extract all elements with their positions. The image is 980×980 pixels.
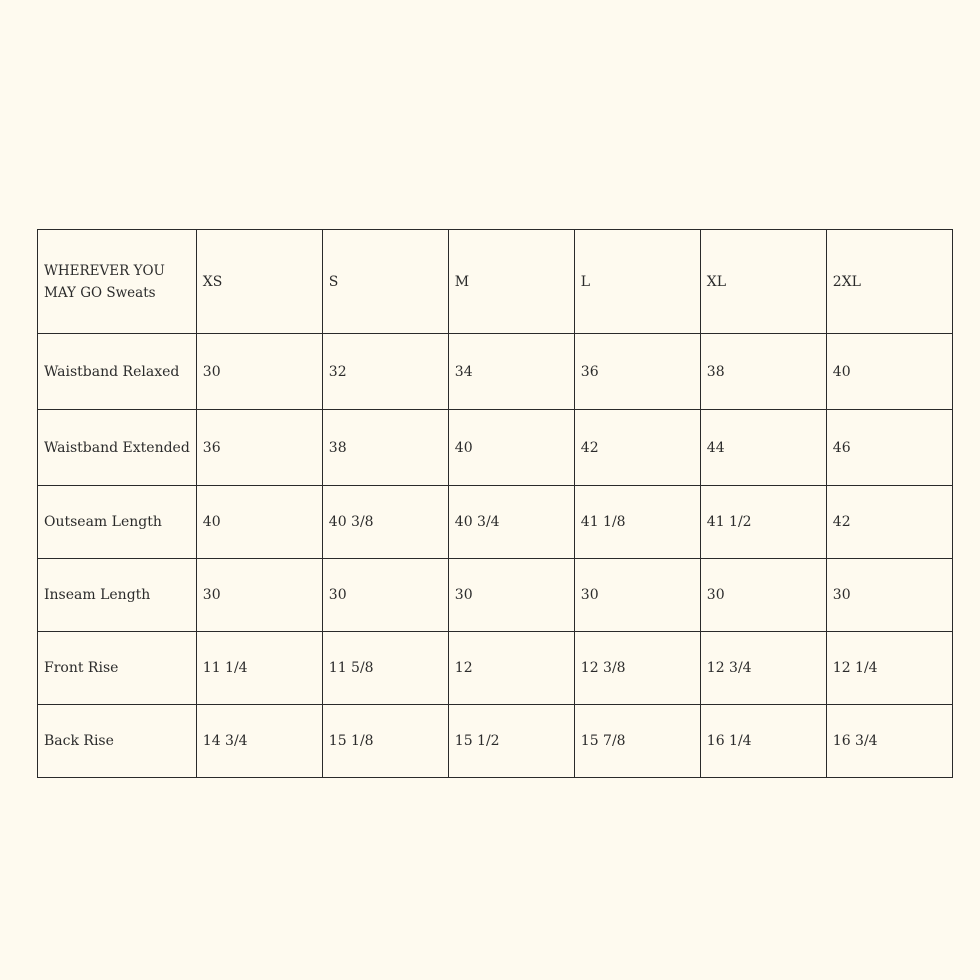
table-cell: 40	[826, 334, 952, 410]
table-header-row	[38, 230, 953, 334]
table-cell: 40	[448, 410, 574, 486]
size-header-xs: XS	[196, 230, 322, 334]
size-header-m: M	[448, 230, 574, 334]
table-cell: 12	[448, 632, 574, 705]
table-row	[38, 632, 953, 705]
table-row	[38, 559, 953, 632]
table-cell: 16 1/4	[700, 705, 826, 778]
table-cell: 15 1/2	[448, 705, 574, 778]
table-cell: 30	[196, 559, 322, 632]
table-cell: 40 3/8	[322, 486, 448, 559]
table-row	[38, 410, 953, 486]
row-label: Front Rise	[38, 632, 197, 705]
row-label: Outseam Length	[38, 486, 197, 559]
table-cell: 30	[196, 334, 322, 410]
size-header-xl: XL	[700, 230, 826, 334]
table-cell: 30	[322, 559, 448, 632]
table-cell: 30	[574, 559, 700, 632]
row-label: Waistband Relaxed	[38, 334, 197, 410]
table-cell: 15 1/8	[322, 705, 448, 778]
table-cell: 16 3/4	[826, 705, 952, 778]
table-row	[38, 486, 953, 559]
table-cell: 12 3/8	[574, 632, 700, 705]
table-cell: 36	[574, 334, 700, 410]
table-cell: 30	[700, 559, 826, 632]
table-cell: 30	[826, 559, 952, 632]
size-chart-table	[37, 229, 953, 778]
table-row	[38, 705, 953, 778]
table-cell: 34	[448, 334, 574, 410]
table-cell: 40 3/4	[448, 486, 574, 559]
table-cell: 11 5/8	[322, 632, 448, 705]
table-title-cell: WHEREVER YOU MAY GO Sweats	[38, 230, 197, 334]
table-cell: 14 3/4	[196, 705, 322, 778]
table-cell: 41 1/2	[700, 486, 826, 559]
table-cell: 32	[322, 334, 448, 410]
table-cell: 38	[700, 334, 826, 410]
table-cell: 15 7/8	[574, 705, 700, 778]
table-cell: 12 3/4	[700, 632, 826, 705]
table-cell: 40	[196, 486, 322, 559]
table-cell: 46	[826, 410, 952, 486]
table-cell: 11 1/4	[196, 632, 322, 705]
table-cell: 44	[700, 410, 826, 486]
size-header-l: L	[574, 230, 700, 334]
table-cell: 42	[826, 486, 952, 559]
table-cell: 36	[196, 410, 322, 486]
row-label: Waistband Extended	[38, 410, 197, 486]
table-cell: 30	[448, 559, 574, 632]
row-label: Back Rise	[38, 705, 197, 778]
table-cell: 12 1/4	[826, 632, 952, 705]
table-cell: 38	[322, 410, 448, 486]
row-label: Inseam Length	[38, 559, 197, 632]
size-header-s: S	[322, 230, 448, 334]
table-cell: 42	[574, 410, 700, 486]
table-cell: 41 1/8	[574, 486, 700, 559]
size-header-2xl: 2XL	[826, 230, 952, 334]
table-row	[38, 334, 953, 410]
